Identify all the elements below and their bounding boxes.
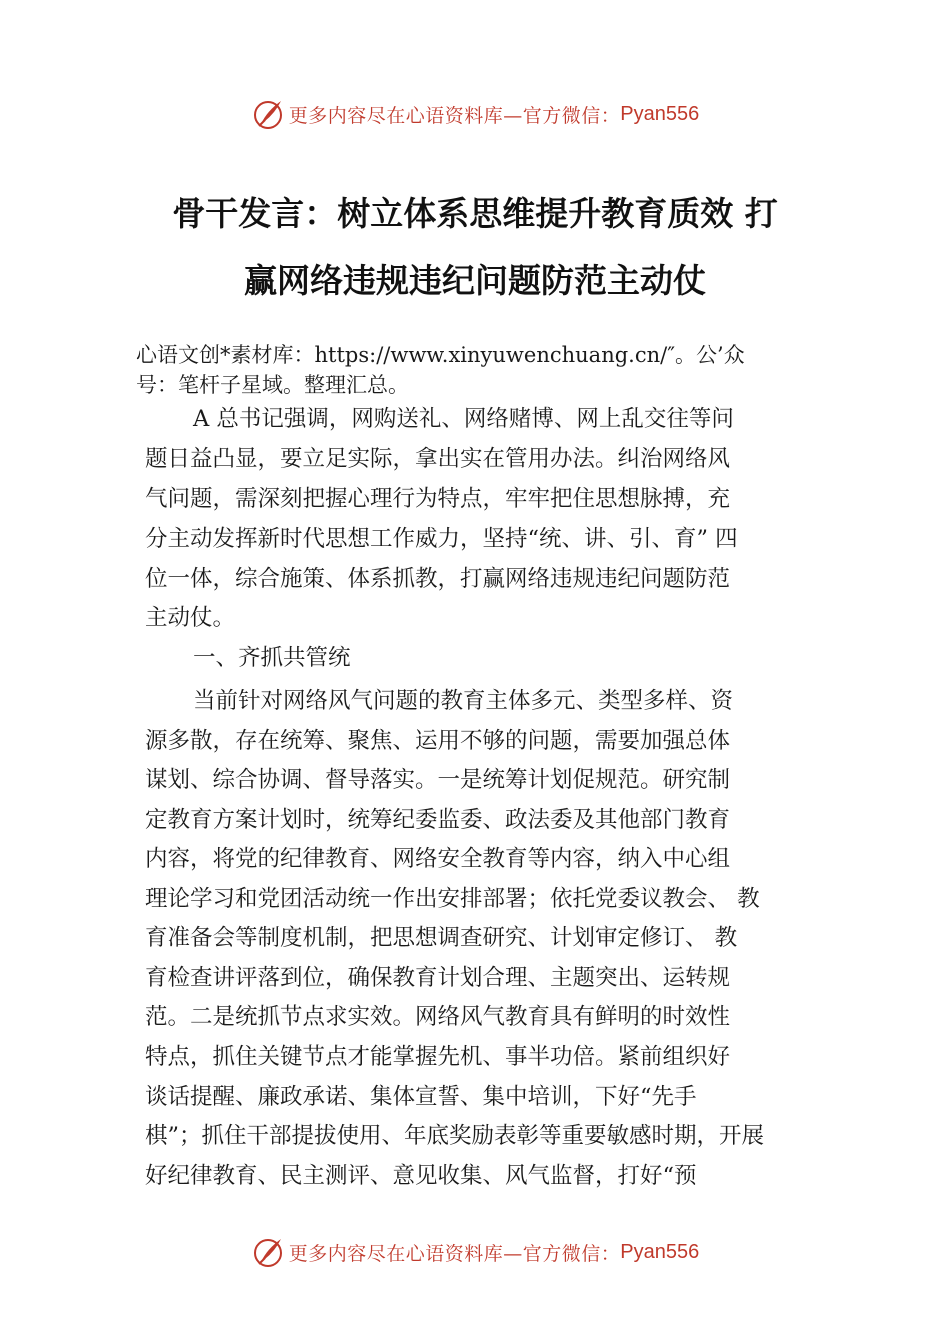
body-line: 谈话提醒、廉政承诺、集体宣誓、集中培训，下好“先手 bbox=[145, 1084, 697, 1110]
body-line: 题日益凸显，要立足实际，拿出实在管用办法。纠治网络风 bbox=[145, 446, 731, 472]
body-line: 主动仗。 bbox=[145, 605, 236, 631]
quill-logo-icon bbox=[251, 1235, 285, 1269]
body-line: A 总书记强调，网购送礼、网络赌博、网上乱交往等问 bbox=[193, 406, 734, 432]
body-line: 理论学习和党团活动统一作出安排部署；依托党委议教会、 教 bbox=[145, 886, 760, 912]
body-line: 源多散，存在统筹、聚焦、运用不够的问题，需要加强总体 bbox=[145, 728, 731, 754]
header-banner bbox=[0, 94, 950, 134]
page-title-line-2: 赢网络违规违纪问题防范主动仗 bbox=[244, 261, 706, 300]
quill-logo-icon bbox=[251, 97, 285, 131]
body-line: 育准备会等制度机制，把思想调查研究、计划审定修订、 教 bbox=[145, 925, 738, 951]
body-line: 气问题，需深刻把握心理行为特点，牢牢把住思想脉搏，充 bbox=[145, 486, 731, 512]
body-line: 定教育方案计划时，统筹纪委监委、政法委及其他部门教育 bbox=[145, 807, 731, 833]
body-line: 谋划、综合协调、督导落实。一是统筹计划促规范。研究制 bbox=[145, 767, 731, 793]
body-line: 棋”；抓住干部提拔使用、年底奖励表彰等重要敏感时期，开展 bbox=[145, 1123, 765, 1149]
banner-text: 更多内容尽在心语资料库—官方微信： bbox=[288, 104, 621, 127]
source-line-2: 号：笔杆子星域。整理汇总。 bbox=[136, 373, 409, 397]
page-title-line-1: 骨干发言：树立体系思维提升教育质效 打 bbox=[172, 194, 778, 233]
body-line: 位一体，综合施策、体系抓教，打赢网络违规违纪问题防范 bbox=[145, 566, 731, 592]
body-line: 好纪律教育、民主测评、意见收集、风气监督，打好“预 bbox=[145, 1163, 697, 1189]
footer-banner bbox=[0, 1232, 950, 1272]
source-line-1: 心语文创*素材库：https://www.xinyuwenchuang.cn/″。公’众 bbox=[136, 343, 745, 367]
body-line: 内容，将党的纪律教育、网络安全教育等内容，纳入中心组 bbox=[145, 846, 731, 872]
body-line: 育检查讲评落到位，确保教育计划合理、主题突出、运转规 bbox=[145, 965, 731, 991]
body-line: 分主动发挥新时代思想工作威力，坚持“统、讲、引、育” 四 bbox=[145, 526, 738, 552]
body-line: 特点，抓住关键节点才能掌握先机、事半功倍。紧前组织好 bbox=[145, 1044, 731, 1070]
banner-text: 更多内容尽在心语资料库—官方微信： bbox=[288, 1242, 621, 1265]
body-line: 范。二是统抓节点求实效。网络风气教育具有鲜明的时效性 bbox=[145, 1004, 731, 1030]
banner-wechat-id: Pyan556 bbox=[620, 102, 700, 125]
banner-wechat-id: Pyan556 bbox=[620, 1240, 700, 1263]
body-line: 当前针对网络风气问题的教育主体多元、类型多样、资 bbox=[193, 688, 734, 714]
section-heading: 一、齐抓共管统 bbox=[193, 645, 351, 671]
